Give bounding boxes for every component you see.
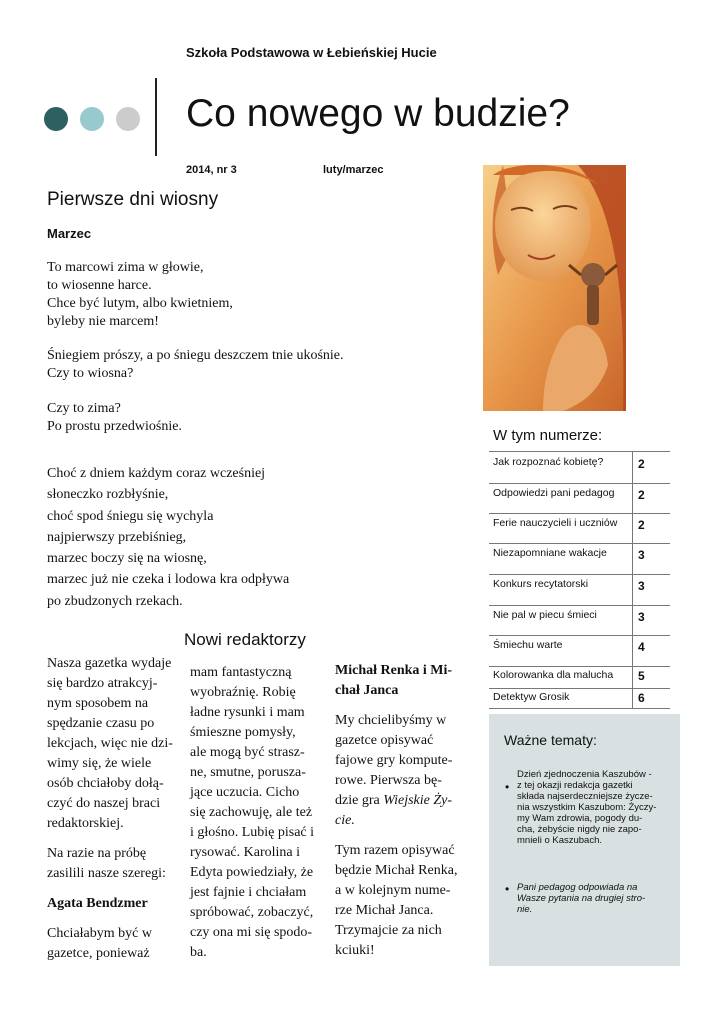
text-line: wimy się, że wiele bbox=[47, 756, 152, 771]
poem-line: Chce być lutym, albo kwietniem, bbox=[47, 296, 233, 311]
toc-row bbox=[489, 635, 670, 667]
toc-item-page: 3 bbox=[638, 548, 645, 562]
text-line: się zachowuję, ale też bbox=[190, 805, 313, 820]
text-line: ale mogą być strasz- bbox=[190, 745, 305, 760]
toc-item-label: Niezapomniane wakacje bbox=[493, 547, 607, 559]
toc-row bbox=[489, 452, 670, 484]
toc-item-page: 5 bbox=[638, 669, 645, 683]
toc-heading: W tym numerze: bbox=[493, 427, 603, 444]
bullet-line: mnieli o Kaszubach. bbox=[517, 835, 603, 846]
text-line: kciuki! bbox=[335, 943, 375, 958]
text-line: jest fajnie i chciałam bbox=[190, 885, 307, 900]
poem-line: Choć z dniem każdym coraz wcześniej bbox=[47, 466, 266, 481]
toc-separator bbox=[632, 605, 633, 635]
bullet-line: z tej okazji redakcja gazetki bbox=[517, 780, 633, 791]
toc-item-label: Nie pal w piecu śmieci bbox=[493, 609, 597, 621]
toc-item-page: 3 bbox=[638, 579, 645, 593]
illustration-girl-with-elf bbox=[483, 165, 626, 411]
text-line: ne, smutne, porusza- bbox=[190, 765, 306, 780]
bullet-line: Dzień zjednoczenia Kaszubów - bbox=[517, 769, 652, 780]
editors-column-3 bbox=[335, 661, 457, 961]
text-line: a w kolejnym nume- bbox=[335, 883, 451, 898]
bullet-line: nia wszystkim Kaszubom: Życzy- bbox=[517, 802, 657, 813]
text-line: Nasza gazetka wydaje bbox=[47, 656, 172, 671]
author-name-line: chał Janca bbox=[335, 683, 399, 698]
text-line: rowe. Pierwsza bę- bbox=[335, 773, 442, 788]
text-line: rysować. Karolina i bbox=[190, 845, 301, 860]
section-heading-spring: Pierwsze dni wiosny bbox=[47, 189, 219, 210]
text-line: mam fantastyczną bbox=[190, 665, 292, 680]
bullet-line: składa najserdeczniejsze życze- bbox=[517, 791, 653, 802]
newsletter-title: Co nowego w budzie? bbox=[186, 92, 570, 135]
toc-separator bbox=[632, 666, 633, 688]
toc-row bbox=[489, 513, 670, 544]
text-line: Tym razem opisywać bbox=[335, 843, 455, 858]
text-line: i głośno. Lubię pisać i bbox=[190, 825, 315, 840]
table-of-contents bbox=[489, 451, 670, 705]
section-heading-editors: Nowi redaktorzy bbox=[184, 630, 306, 649]
title-divider bbox=[155, 78, 157, 156]
sidebar-bullet-1 bbox=[517, 769, 656, 846]
text-line: nym sposobem na bbox=[47, 696, 149, 711]
bullet-icon: • bbox=[505, 780, 510, 794]
decor-dot-dark bbox=[44, 107, 68, 131]
decor-dot-gray bbox=[116, 107, 140, 131]
text-line: My chcielibyśmy w bbox=[335, 713, 447, 728]
poem-line: Śniegiem prószy, a po śniegu deszczem tnie ukośnie. bbox=[47, 348, 344, 363]
decor-dot-light bbox=[80, 107, 104, 131]
bullet-line: nie. bbox=[517, 904, 533, 915]
bullet-line: Pani pedagog odpowiada na bbox=[517, 882, 638, 893]
toc-separator bbox=[632, 543, 633, 574]
text-line: się bardzo atrakcyj- bbox=[47, 676, 158, 691]
text-line: spędzanie czasu po bbox=[47, 716, 155, 731]
toc-row bbox=[489, 605, 670, 636]
text-line: jące uczucia. Cicho bbox=[190, 785, 300, 800]
toc-separator bbox=[632, 483, 633, 513]
poem-line: To marcowi zima w głowie, bbox=[47, 260, 204, 275]
toc-item-label: Śmiechu warte bbox=[493, 639, 563, 651]
poem-line: marzec już nie czeka i lodowa kra odpływa bbox=[47, 572, 290, 588]
bullet-line: Wasze pytania na drugiej stro- bbox=[517, 893, 646, 904]
school-name: Szkoła Podstawowa w Łebieńskiej Hucie bbox=[186, 45, 437, 60]
poem-stanza-2 bbox=[47, 347, 344, 383]
text-line: Trzymajcie za nich bbox=[335, 923, 442, 938]
text-line: śmieszne pomysły, bbox=[190, 725, 296, 740]
poem-line: to wiosenne harce. bbox=[47, 278, 152, 293]
toc-row bbox=[489, 688, 670, 709]
important-topics-box bbox=[489, 714, 680, 966]
toc-item-label: Kolorowanka dla malucha bbox=[493, 669, 614, 681]
text-line: rze Michał Janca. bbox=[335, 903, 434, 918]
editors-column-2 bbox=[190, 663, 314, 963]
toc-separator bbox=[632, 452, 633, 483]
toc-separator bbox=[632, 513, 633, 543]
text-line: będzie Michał Renka, bbox=[335, 863, 458, 878]
text-line: czyć do naszej braci bbox=[47, 796, 161, 811]
toc-item-label: Konkurs recytatorski bbox=[493, 578, 589, 590]
toc-separator bbox=[632, 574, 633, 605]
toc-item-page: 2 bbox=[638, 457, 645, 471]
text-line: gazetce, ponieważ bbox=[47, 946, 150, 961]
toc-row bbox=[489, 543, 670, 575]
poem-line: słoneczko rozbłyśnie, bbox=[47, 487, 169, 503]
issue-month: luty/marzec bbox=[323, 164, 384, 176]
text-line: Chciałabym być w bbox=[47, 926, 152, 941]
toc-row bbox=[489, 483, 670, 514]
poem-line: po zbudzonych rzekach. bbox=[47, 593, 183, 609]
sidebar-bullet-2 bbox=[517, 882, 645, 915]
text-line: gazetce opisywać bbox=[335, 733, 434, 748]
poem-line: Po prostu przedwiośnie. bbox=[47, 419, 182, 434]
text-line: ba. bbox=[190, 945, 207, 960]
poem-line: Czy to zima? bbox=[47, 401, 121, 416]
text-line: ładne rysunki i mam bbox=[190, 705, 305, 720]
editors-column-1 bbox=[47, 654, 173, 964]
bullet-line: cha, żebyście nigdy nie zapo- bbox=[517, 824, 642, 835]
toc-item-page: 4 bbox=[638, 640, 645, 654]
bullet-icon: • bbox=[505, 882, 510, 896]
author-name-agata: Agata Bendzmer bbox=[47, 896, 148, 911]
toc-item-label: Jak rozpoznać kobietę? bbox=[493, 456, 604, 468]
toc-item-page: 2 bbox=[638, 488, 645, 502]
toc-separator bbox=[632, 688, 633, 708]
toc-item-page: 3 bbox=[638, 610, 645, 624]
text-line: zasilili nasze szeregi: bbox=[47, 866, 166, 881]
toc-separator bbox=[632, 635, 633, 666]
text-line: wyobraźnię. Robię bbox=[190, 685, 296, 700]
bullet-line: my Wam zdrowia, pogody du- bbox=[517, 813, 643, 824]
text-line: spróbować, zobaczyć, bbox=[190, 905, 314, 920]
poem-line: najpierwszy przebiśnieg, bbox=[47, 529, 187, 545]
poem-line: byleby nie marcem! bbox=[47, 314, 159, 329]
poem-line: Czy to wiosna? bbox=[47, 366, 134, 381]
col3-italic-end: cie. bbox=[335, 813, 355, 828]
poem-title: Marzec bbox=[47, 226, 92, 241]
sidebar-heading: Ważne tematy: bbox=[504, 732, 597, 748]
poem-line: choć spod śniegu się wychyla bbox=[47, 508, 214, 524]
text-line: osób chciałoby dołą- bbox=[47, 776, 164, 791]
poem-stanza-1 bbox=[47, 259, 233, 331]
text-line: czy ona mi się spodo- bbox=[190, 925, 313, 940]
text-line: Na razie na próbę bbox=[47, 846, 147, 861]
text-line: redaktorskiej. bbox=[47, 816, 124, 831]
col3-last-line: dzie gra Wiejskie Ży- bbox=[335, 793, 453, 808]
author-name-line: Michał Renka i Mi- bbox=[335, 663, 453, 678]
toc-item-label: Detektyw Grosik bbox=[493, 691, 570, 703]
text-line: fajowe gry kompute- bbox=[335, 753, 453, 768]
poem-stanza-3 bbox=[47, 400, 182, 436]
toc-row bbox=[489, 574, 670, 606]
toc-row bbox=[489, 666, 670, 689]
toc-item-label: Ferie nauczycieli i uczniów bbox=[493, 517, 618, 529]
issue-number: 2014, nr 3 bbox=[186, 164, 237, 176]
text-line: Edyta powiedziały, że bbox=[190, 865, 314, 880]
toc-item-page: 2 bbox=[638, 518, 645, 532]
toc-item-label: Odpowiedzi pani pedagog bbox=[493, 487, 615, 499]
poem-line: marzec boczy się na wiosnę, bbox=[47, 551, 207, 567]
text-line: lekcjach, więc nie dzi- bbox=[47, 736, 173, 751]
toc-item-page: 6 bbox=[638, 691, 645, 705]
poem-stanza-4 bbox=[47, 463, 289, 612]
